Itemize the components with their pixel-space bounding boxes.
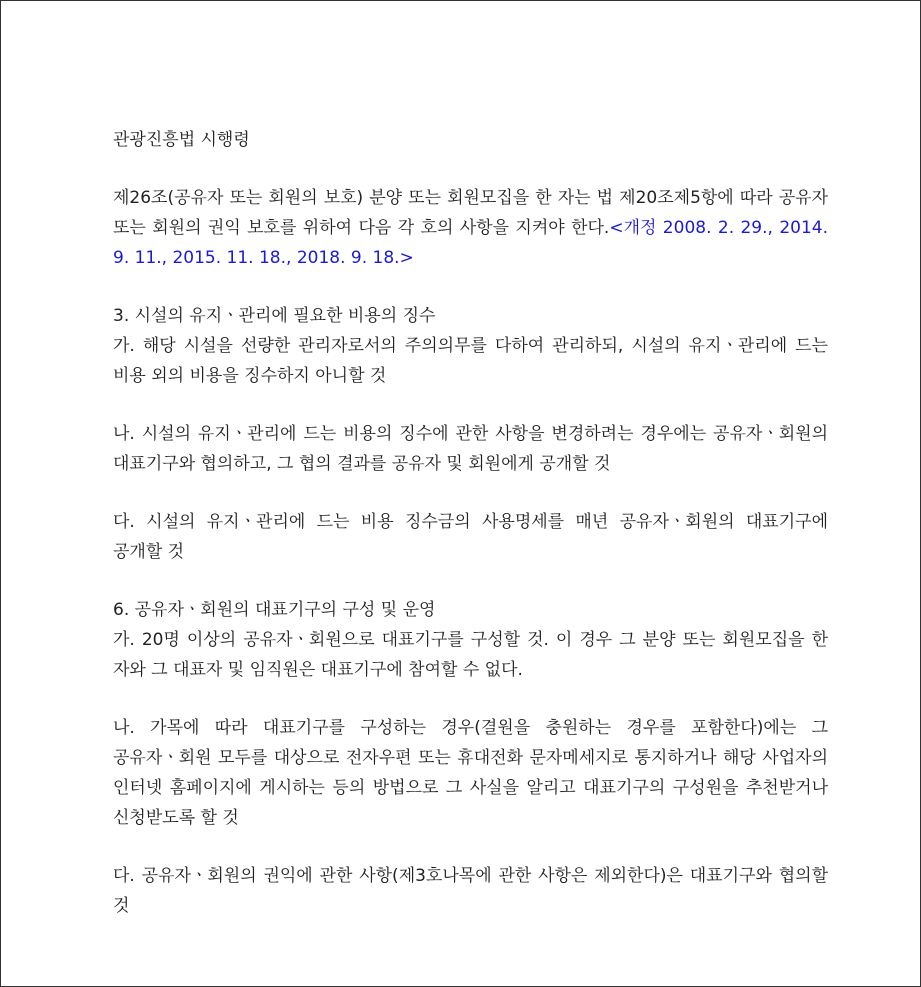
law-title: 관광진흥법 시행령 [113,130,250,150]
item-6-subitem-na: 나. 가목에 따라 대표기구를 구성하는 경우(결원을 충원하는 경우를 포함한다)에는 그 공유자ㆍ회원 모두를 대상으로 전자우편 또는 휴대전화 문자메세지로 통지하거나 해당 사업자의 인터넷 홈페이지에 게시하는 등의 방법으로 그 사실을 알리고 대표기구의 구성원을 추천받거나 신청받도록 할 것 [113,718,828,828]
item-3-heading: 3. 시설의 유지ㆍ관리에 필요한 비용의 징수 [113,306,436,326]
item-3-subitem-da: 다. 시설의 유지ㆍ관리에 드는 비용 징수금의 사용명세를 매년 공유자ㆍ회원의 대표기구에 공개할 것 [113,512,828,562]
article-26 [113,183,828,273]
article-text: 제26조(공유자 또는 회원의 보호) 분양 또는 회원모집을 한 자는 법 제20조제5항에 따라 공유자 또는 회원의 권익 보호를 위하여 다음 각 호의 사항을 지켜야 한다. [113,188,828,238]
item-3-subitem-na: 나. 시설의 유지ㆍ관리에 드는 비용의 징수에 관한 사항을 변경하려는 경우에는 공유자ㆍ회원의 대표기구와 협의하고, 그 협의 결과를 공유자 및 회원에게 공개할 것 [113,424,828,474]
item-6-subitem-ga: 가. 20명 이상의 공유자ㆍ회원으로 대표기구를 구성할 것. 이 경우 그 분양 또는 회원모집을 한 자와 그 대표자 및 임직원은 대표기구에 참여할 수 없다. [113,630,828,680]
item-3-subitem-ga: 가. 해당 시설을 선량한 관리자로서의 주의의무를 다하여 관리하되, 시설의 유지ㆍ관리에 드는 비용 외의 비용을 징수하지 아니할 것 [113,336,828,386]
item-6-heading: 6. 공유자ㆍ회원의 대표기구의 구성 및 운영 [113,600,436,620]
amendment-note: <개정 2008. 2. 29., 2014. 9. 11., 2015. 11. 18., 2018. 9. 18.> [113,218,828,268]
item-6-subitem-da: 다. 공유자ㆍ회원의 권익에 관한 사항(제3호나목에 관한 사항은 제외한다)은 대표기구와 협의할 것 [113,866,828,916]
document-body [113,125,828,921]
